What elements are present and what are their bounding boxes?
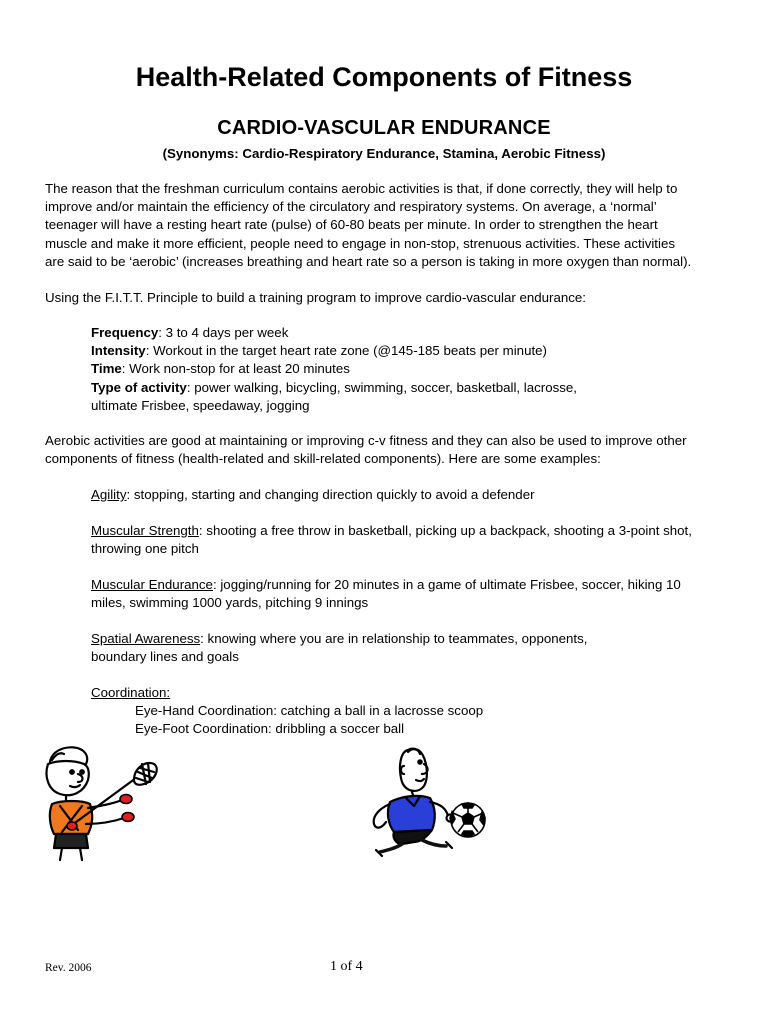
fitt-intro: Using the F.I.T.T. Principle to build a training program to improve cardio-vascular endurance: [45, 290, 586, 305]
aerobic-line: Aerobic activities are good at maintaining or improving c-v fitness and they can also be used to improve other [45, 433, 687, 448]
endurance-label: Muscular Endurance [91, 577, 213, 592]
strength-text: : shooting a free throw in basketball, picking up a backpack, shooting a 3-point shot, [198, 523, 692, 538]
fitt-activity-continued: ultimate Frisbee, speedaway, jogging [91, 397, 310, 413]
fitt-intensity-label: Intensity [91, 343, 146, 359]
intro-line: are said to be ‘aerobic’ (increases breathing and heart rate so a person is taking in more oxygen than normal). [45, 253, 692, 269]
page-number: 1 of 4 [330, 959, 363, 974]
spatial-label: Spatial Awareness [91, 631, 201, 646]
example-strength [91, 522, 741, 558]
fitt-intensity [91, 342, 711, 360]
example-endurance [91, 576, 741, 612]
lacrosse-player-illustration [38, 742, 163, 867]
intro-paragraph [45, 180, 735, 271]
intro-line: improve and/or maintain the efficiency of the circulatory and respiratory systems. On average, a ‘normal’ [45, 199, 657, 215]
revision-label: Rev. 2006 [45, 962, 92, 974]
aerobic-paragraph [45, 432, 735, 468]
fitt-intensity-text: : Workout in the target heart rate zone (@145-185 beats per minute) [145, 343, 547, 359]
fitt-list [91, 324, 711, 415]
intro-line: The reason that the freshman curriculum contains aerobic activities is that, if done correctly, they will help to [45, 181, 678, 196]
strength-label: Muscular Strength [91, 523, 199, 538]
endurance-text: : jogging/running for 20 minutes in a game of ultimate Frisbee, soccer, hiking 10 [212, 577, 681, 592]
endurance-text-continued: miles, swimming 1000 yards, pitching 9 innings [91, 595, 369, 611]
aerobic-line: components of fitness (health-related and skill-related components). Here are some examples: [45, 451, 601, 467]
example-spatial [91, 630, 741, 666]
spatial-text: : knowing where you are in relationship to teammates, opponents, [200, 631, 588, 646]
page-title: Health-Related Components of Fitness [135, 62, 633, 92]
coordination-label: Coordination: [91, 685, 171, 700]
agility-text: : stopping, starting and changing direction quickly to avoid a defender [126, 487, 535, 502]
soccer-ball [450, 803, 485, 837]
fitt-time-text: : Work non-stop for at least 20 minutes [121, 361, 350, 377]
fitt-time-label: Time [91, 361, 122, 377]
intro-line: teenager will have a resting heart rate (pulse) of 60-80 beats per minute. In order to strengthen the heart [45, 217, 658, 233]
fitt-frequency-label: Frequency [91, 325, 159, 340]
eye-hand-item: Eye-Hand Coordination: catching a ball in a lacrosse scoop [135, 703, 484, 718]
fitt-time [91, 360, 711, 378]
agility-label: Agility [91, 487, 127, 502]
spatial-text-continued: boundary lines and goals [91, 649, 239, 665]
fitt-activity [91, 379, 711, 397]
fitt-activity-label: Type of activity [91, 379, 187, 395]
section-heading: CARDIO-VASCULAR ENDURANCE [217, 117, 551, 139]
synonyms-line: (Synonyms: Cardio-Respiratory Endurance, Stamina, Aerobic Fitness) [162, 146, 606, 161]
example-agility [91, 486, 741, 504]
fitt-activity-text: : power walking, bicycling, swimming, soccer, basketball, lacrosse, [186, 379, 578, 395]
intro-line: muscle and make it more efficient, people need to engage in non-stop, strenuous activities. These activities [45, 235, 675, 251]
soccer-player-illustration [362, 746, 492, 862]
fitt-frequency [91, 324, 711, 342]
fitt-frequency-text: : 3 to 4 days per week [158, 325, 289, 340]
strength-text-continued: throwing one pitch [91, 541, 199, 557]
eye-foot-item: Eye-Foot Coordination: dribbling a soccer ball [135, 721, 405, 736]
